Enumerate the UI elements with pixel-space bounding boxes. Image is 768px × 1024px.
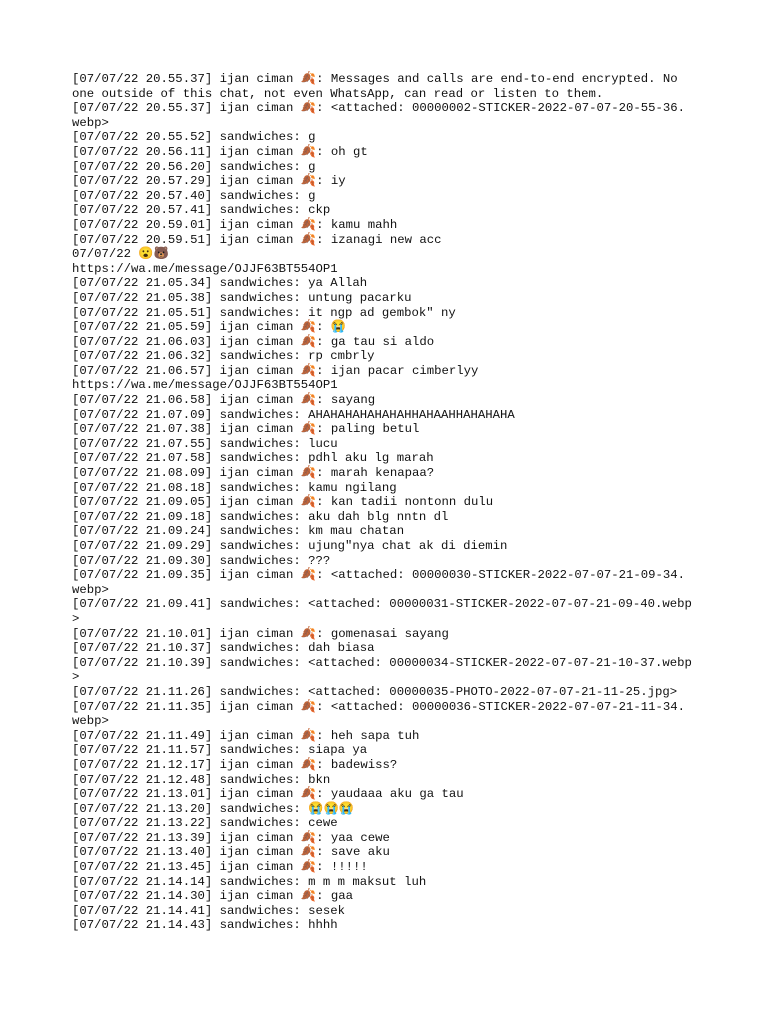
transcript-line: [07/07/22 21.10.37] sandwiches: dah biasa [72, 641, 375, 656]
transcript-line: [07/07/22 21.14.43] sandwiches: hhhh [72, 918, 338, 933]
transcript-line: [07/07/22 21.09.35] ijan ciman 🍂: <attached: 00000030-STICKER-2022-07-07-21-09-34.webp> [72, 568, 686, 597]
transcript-line: [07/07/22 21.06.58] ijan ciman 🍂: sayang [72, 393, 376, 408]
transcript-line: [07/07/22 21.13.20] sandwiches: 😭😭😭 [72, 801, 355, 816]
transcript-line: [07/07/22 21.09.05] ijan ciman 🍂: kan tadii nontonn dulu [72, 495, 494, 510]
transcript-line: [07/07/22 21.10.01] ijan ciman 🍂: gomenasai sayang [72, 626, 449, 641]
transcript-line: [07/07/22 20.59.01] ijan ciman 🍂: kamu mahh [72, 217, 398, 232]
transcript-line: [07/07/22 20.57.41] sandwiches: ckp [72, 203, 331, 218]
transcript-line: [07/07/22 21.06.32] sandwiches: rp cmbrly [72, 349, 375, 364]
transcript-line: [07/07/22 21.13.40] ijan ciman 🍂: save aku [72, 845, 390, 860]
transcript-line: [07/07/22 21.09.29] sandwiches: ujung"nya chat ak di diemin [72, 539, 508, 553]
chat-transcript [72, 72, 692, 933]
transcript-line: https://wa.me/message/OJJF63BT554OP1 [72, 378, 338, 393]
transcript-line: [07/07/22 21.11.35] ijan ciman 🍂: <attached: 00000036-STICKER-2022-07-07-21-11-34.webp> [72, 699, 686, 729]
transcript-line: [07/07/22 21.13.39] ijan ciman 🍂: yaa cewe [72, 830, 390, 845]
transcript-line: 07/07/22 😮🐻 [72, 247, 170, 262]
transcript-line: [07/07/22 21.14.14] sandwiches: m m m maksut luh [72, 874, 427, 889]
transcript-line: [07/07/22 21.09.24] sandwiches: km mau chatan [72, 524, 405, 539]
transcript-line: [07/07/22 21.13.01] ijan ciman 🍂: yaudaaa aku ga tau [72, 787, 464, 802]
transcript-line: [07/07/22 21.06.03] ijan ciman 🍂: ga tau si aldo [72, 334, 435, 349]
transcript-line: [07/07/22 20.57.40] sandwiches: g [72, 188, 316, 203]
transcript-line: [07/07/22 21.11.57] sandwiches: siapa ya [72, 743, 368, 758]
transcript-line: [07/07/22 21.07.09] sandwiches: AHAHAHAHAHAHAHHAHAAHHAHAHAHA [72, 407, 515, 422]
transcript-line: [07/07/22 20.56.11] ijan ciman 🍂: oh gt [72, 144, 368, 159]
transcript-line: [07/07/22 21.14.30] ijan ciman 🍂: gaa [72, 889, 353, 904]
transcript-line: [07/07/22 21.12.48] sandwiches: bkn [72, 772, 331, 787]
transcript-line: [07/07/22 21.05.34] sandwiches: ya Allah [72, 276, 368, 291]
transcript-line: [07/07/22 21.12.17] ijan ciman 🍂: badewiss? [72, 757, 398, 772]
transcript-line: [07/07/22 21.13.22] sandwiches: cewe [72, 816, 338, 831]
transcript-line: [07/07/22 21.08.18] sandwiches: kamu ngilang [72, 480, 397, 495]
transcript-line: [07/07/22 21.05.51] sandwiches: it ngp ad gembok" ny [72, 305, 456, 320]
transcript-line: [07/07/22 20.55.37] ijan ciman 🍂: <attached: 00000002-STICKER-2022-07-07-20-55-36.webp> [72, 101, 686, 130]
transcript-line: [07/07/22 21.09.41] sandwiches: <attached: 00000031-STICKER-2022-07-07-21-09-40.webp> [72, 597, 692, 626]
transcript-line: [07/07/22 21.11.49] ijan ciman 🍂: heh sapa tuh [72, 728, 420, 743]
transcript-line: [07/07/22 20.59.51] ijan ciman 🍂: izanagi new acc [72, 232, 442, 247]
transcript-line: [07/07/22 20.55.52] sandwiches: g [72, 130, 316, 145]
transcript-line: [07/07/22 21.14.41] sandwiches: sesek [72, 903, 346, 918]
transcript-line: [07/07/22 21.13.45] ijan ciman 🍂: !!!!! [72, 860, 368, 875]
transcript-line: [07/07/22 21.08.09] ijan ciman 🍂: marah kenapaa? [72, 466, 435, 481]
transcript-line: [07/07/22 21.05.38] sandwiches: untung pacarku [72, 290, 412, 305]
transcript-line: [07/07/22 21.11.26] sandwiches: <attached: 00000035-PHOTO-2022-07-07-21-11-25.jpg> [72, 684, 678, 699]
transcript-line: [07/07/22 21.07.55] sandwiches: lucu [72, 436, 338, 451]
transcript-line: [07/07/22 21.07.58] sandwiches: pdhl aku lg marah [72, 451, 434, 466]
transcript-line: [07/07/22 20.57.29] ijan ciman 🍂: iy [72, 174, 346, 189]
transcript-line: [07/07/22 21.07.38] ijan ciman 🍂: paling betul [72, 422, 420, 437]
transcript-line: [07/07/22 20.56.20] sandwiches: g [72, 159, 316, 174]
transcript-line: [07/07/22 21.05.59] ijan ciman 🍂: 😭 [72, 320, 347, 335]
transcript-line: [07/07/22 21.09.18] sandwiches: aku dah blg nntn dl [72, 509, 449, 524]
transcript-line: https://wa.me/message/OJJF63BT554OP1 [72, 261, 338, 276]
transcript-line: [07/07/22 21.06.57] ijan ciman 🍂: ijan pacar cimberlyy [72, 363, 479, 378]
transcript-line: [07/07/22 21.09.30] sandwiches: ??? [72, 553, 331, 568]
transcript-line: [07/07/22 20.55.37] ijan ciman 🍂: Messages and calls are end-to-end encrypted. No one outside of this chat, not even WhatsApp, can read or listen to them. [72, 72, 686, 101]
transcript-line: [07/07/22 21.10.39] sandwiches: <attached: 00000034-STICKER-2022-07-07-21-10-37.webp> [72, 655, 692, 685]
